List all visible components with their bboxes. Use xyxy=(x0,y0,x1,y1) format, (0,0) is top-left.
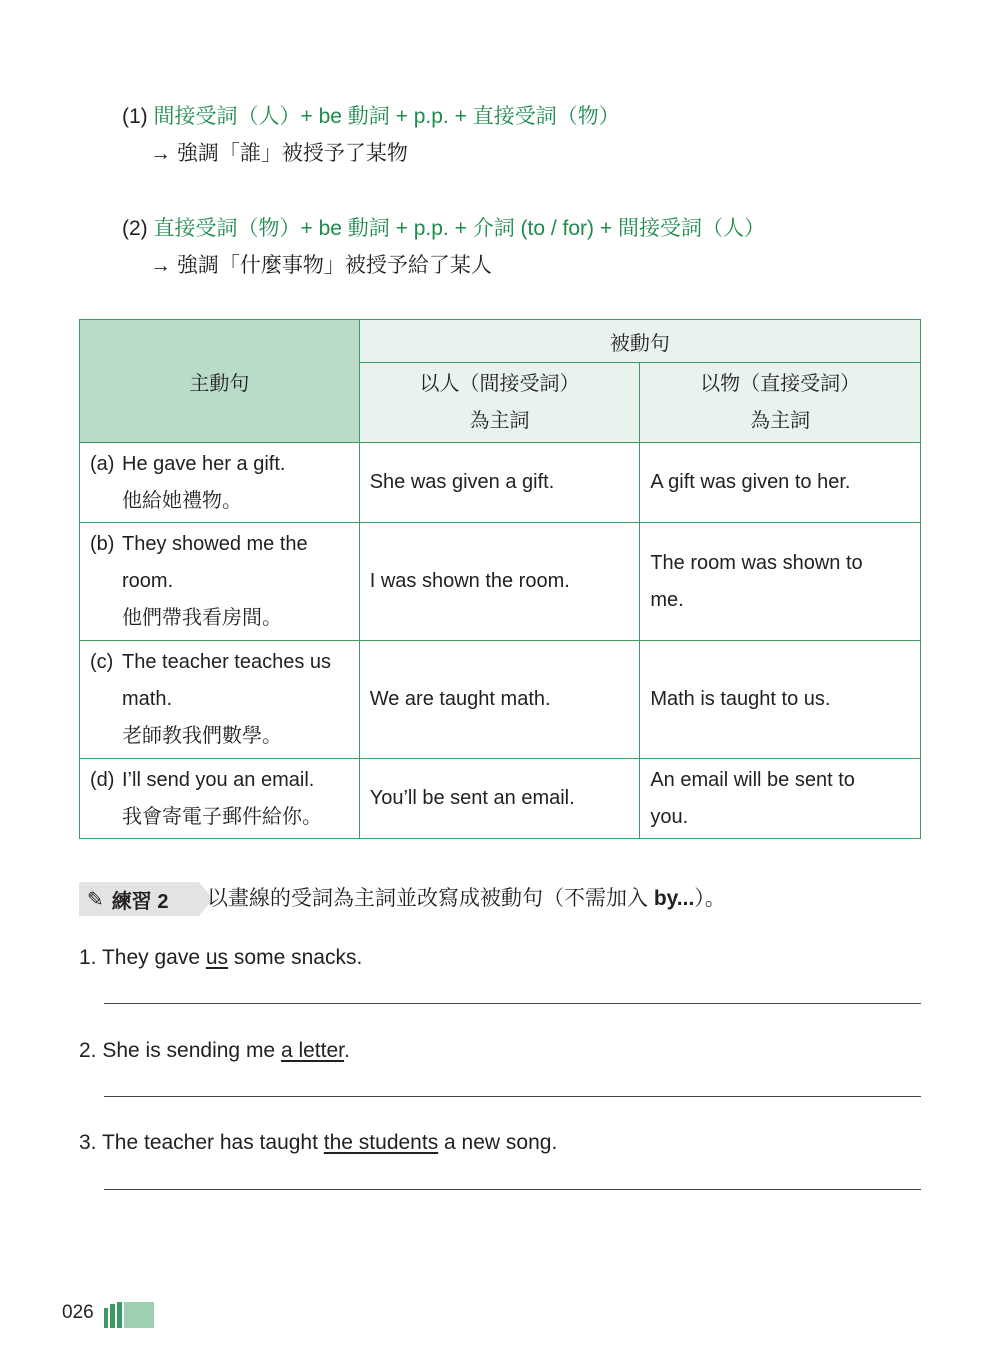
rule-formula: 間接受詞（人）+ be 動詞 + p.p. + 直接受詞（物） xyxy=(153,105,620,128)
answer-line[interactable] xyxy=(104,1003,921,1004)
question-text: 3. The teacher has taught xyxy=(79,1131,324,1154)
passive-thing-sentence xyxy=(640,641,921,759)
answer-line[interactable] xyxy=(104,1189,921,1190)
active-sentence xyxy=(80,523,360,641)
underlined-object: us xyxy=(205,946,229,969)
sentence-line: An email will be sent to xyxy=(650,768,855,791)
question-1 xyxy=(79,943,362,973)
passive-thing-sentence xyxy=(640,443,921,523)
sentence-line: A gift was given to her. xyxy=(650,471,851,493)
rule-number: (2) xyxy=(122,217,148,240)
rule-formula: 直接受詞（物）+ be 動詞 + p.p. + 介詞 (to / for) + 間接受詞（人） xyxy=(153,217,765,240)
passive-thing-sentence xyxy=(640,759,921,839)
row-label: (c) xyxy=(90,651,114,673)
sentence-line: 他們帶我看房間。 xyxy=(122,607,282,629)
active-sentence xyxy=(80,759,360,839)
header-direct-object xyxy=(640,363,921,443)
row-label: (b) xyxy=(90,533,115,555)
instruction-text: ）。 xyxy=(694,887,726,910)
header-line: 以物（直接受詞） xyxy=(700,372,861,395)
sentence-line: The room was shown to xyxy=(650,551,863,574)
rule-2 xyxy=(122,214,765,244)
sentence-line: He gave her a gift. xyxy=(122,452,286,475)
header-passive: 被動句 xyxy=(359,320,920,363)
header-indirect-object xyxy=(359,363,640,443)
passive-person-sentence: You’ll be sent an email. xyxy=(359,759,640,839)
question-text: some snacks. xyxy=(228,946,363,969)
sentence-line: math. xyxy=(122,688,173,710)
active-sentence xyxy=(80,443,360,523)
rule-number: (1) xyxy=(122,105,148,128)
table-row xyxy=(80,641,921,759)
page-number: 026 xyxy=(62,1302,94,1323)
sentence-line: you. xyxy=(650,805,689,828)
sentence-line: room. xyxy=(122,570,174,592)
sentence-line: I’ll send you an email. xyxy=(122,768,315,791)
passive-voice-table xyxy=(79,319,921,839)
question-3 xyxy=(79,1128,557,1158)
header-line: 為主詞 xyxy=(750,409,811,432)
question-text: 1. They gave xyxy=(79,946,206,969)
sentence-line: They showed me the xyxy=(122,533,308,555)
books-icon xyxy=(104,1300,156,1328)
table-row xyxy=(80,759,921,839)
sentence-line: 我會寄電子郵件給你。 xyxy=(122,805,322,828)
passive-person-sentence: We are taught math. xyxy=(359,641,640,759)
header-line: 為主詞 xyxy=(469,409,530,432)
practice-tag-label: 練習 2 xyxy=(111,890,169,913)
header-active: 主動句 xyxy=(80,320,360,443)
question-2 xyxy=(79,1036,350,1066)
passive-thing-sentence xyxy=(640,523,921,641)
rule-note: → 強調「誰」被授予了某物 xyxy=(150,142,408,165)
sentence-line: me. xyxy=(650,588,684,611)
sentence-line: 他給她禮物。 xyxy=(122,489,242,512)
passive-person-sentence: I was shown the room. xyxy=(359,523,640,641)
active-sentence xyxy=(80,641,360,759)
question-text: . xyxy=(344,1039,350,1062)
pencil-icon: ✎ xyxy=(87,888,104,911)
sentence-line: The teacher teaches us xyxy=(122,651,332,673)
question-text: 2. She is sending me xyxy=(79,1039,281,1062)
underlined-object: a letter xyxy=(280,1039,344,1062)
practice-instruction xyxy=(207,884,726,914)
sentence-line: 老師教我們數學。 xyxy=(122,725,282,747)
row-label: (a) xyxy=(90,452,115,475)
instruction-text: 以畫線的受詞為主詞並改寫成被動句（不需加入 xyxy=(207,887,654,910)
underlined-object: the students xyxy=(323,1131,439,1154)
header-line: 以人（間接受詞） xyxy=(419,372,580,395)
instruction-bold: by... xyxy=(653,887,695,910)
question-text: a new song. xyxy=(438,1131,558,1154)
table-row xyxy=(80,443,921,523)
rule-1 xyxy=(122,102,620,132)
table-row xyxy=(80,523,921,641)
answer-line[interactable] xyxy=(104,1096,921,1097)
passive-person-sentence: She was given a gift. xyxy=(359,443,640,523)
practice-tag xyxy=(79,882,199,916)
row-label: (d) xyxy=(90,768,115,791)
sentence-line: Math is taught to us. xyxy=(650,688,831,710)
rule-note: → 強調「什麼事物」被授予給了某人 xyxy=(150,254,492,277)
